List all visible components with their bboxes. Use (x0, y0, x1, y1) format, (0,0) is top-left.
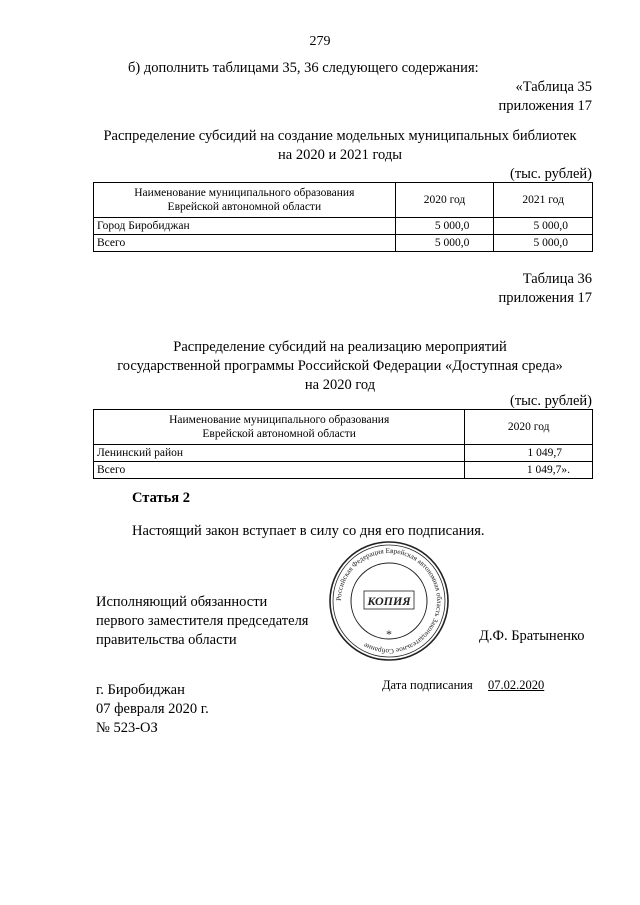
sign-date-value: 07.02.2020 (488, 678, 545, 692)
header-name-line2: Еврейской автономной области (167, 201, 322, 213)
table36-unit: (тыс. рублей) (510, 393, 592, 409)
table-header-2020: 2020 год (395, 183, 494, 218)
row-value-2020: 1 049,7». (465, 462, 593, 479)
row-value-2021: 5 000,0 (494, 235, 593, 252)
official-seal (328, 540, 450, 662)
table35-ref-line1: «Таблица 35 (515, 79, 592, 95)
table-row (94, 462, 593, 479)
row-value-2020: 5 000,0 (395, 218, 494, 235)
row-value-2021: 5 000,0 (494, 218, 593, 235)
table-header-2021: 2021 год (494, 183, 593, 218)
signature-line1: Исполняющий обязанности (96, 594, 268, 610)
row-value-2020: 1 049,7 (465, 445, 593, 462)
row-name: Ленинский район (94, 445, 465, 462)
intro-text: б) дополнить таблицами 35, 36 следующего содержания: (128, 60, 479, 76)
page-number: 279 (309, 34, 331, 49)
table-header-row (94, 183, 593, 218)
header-name-line1: Наименование муниципального образования (169, 414, 390, 426)
table36-ref-line1: Таблица 36 (522, 271, 592, 287)
signature-line2: первого заместителя председателя (96, 613, 309, 629)
table35-ref-line2: приложения 17 (498, 98, 592, 114)
header-name-line1: Наименование муниципального образования (134, 187, 355, 199)
footer-number: № 523-ОЗ (96, 720, 158, 736)
table35-unit: (тыс. рублей) (510, 166, 592, 182)
signature-name: Д.Ф. Братыненко (479, 628, 585, 644)
article-heading: Статья 2 (132, 490, 190, 506)
seal-star: * (386, 627, 392, 641)
footer-date: 07 февраля 2020 г. (96, 701, 209, 717)
footer-city: г. Биробиджан (96, 682, 185, 698)
table-header-name (94, 183, 396, 218)
seal-center-text: КОПИЯ (367, 594, 411, 608)
table-header-name (94, 410, 465, 445)
table-header-2020: 2020 год (465, 410, 593, 445)
table-row (94, 235, 593, 252)
table36-title-line2: государственной программы Российской Федерации «Доступная среда» (117, 358, 563, 374)
seal-ring-text: Российская Федерация Еврейская автономная область Законодательное Собрание (334, 546, 444, 656)
table35-title-line2: на 2020 и 2021 годы (278, 147, 402, 163)
row-name: Город Биробиджан (94, 218, 396, 235)
table35 (93, 182, 593, 252)
table36-title-line1: Распределение субсидий на реализацию мероприятий (173, 339, 507, 355)
article-text: Настоящий закон вступает в силу со дня его подписания. (132, 523, 485, 539)
header-name-line2: Еврейской автономной области (202, 428, 356, 440)
table-row (94, 445, 593, 462)
table35-title-line1: Распределение субсидий на создание модельных муниципальных библиотек (103, 128, 577, 144)
row-name: Всего (94, 235, 396, 252)
row-name: Всего (94, 462, 465, 479)
table-header-row (94, 410, 593, 445)
table36 (93, 409, 593, 479)
table36-ref-line2: приложения 17 (498, 290, 592, 306)
table-row (94, 218, 593, 235)
signature-line3: правительства области (96, 632, 237, 648)
sign-date-label: Дата подписания (382, 678, 473, 692)
row-value-2020: 5 000,0 (395, 235, 494, 252)
table36-title-line3: на 2020 год (304, 377, 376, 393)
